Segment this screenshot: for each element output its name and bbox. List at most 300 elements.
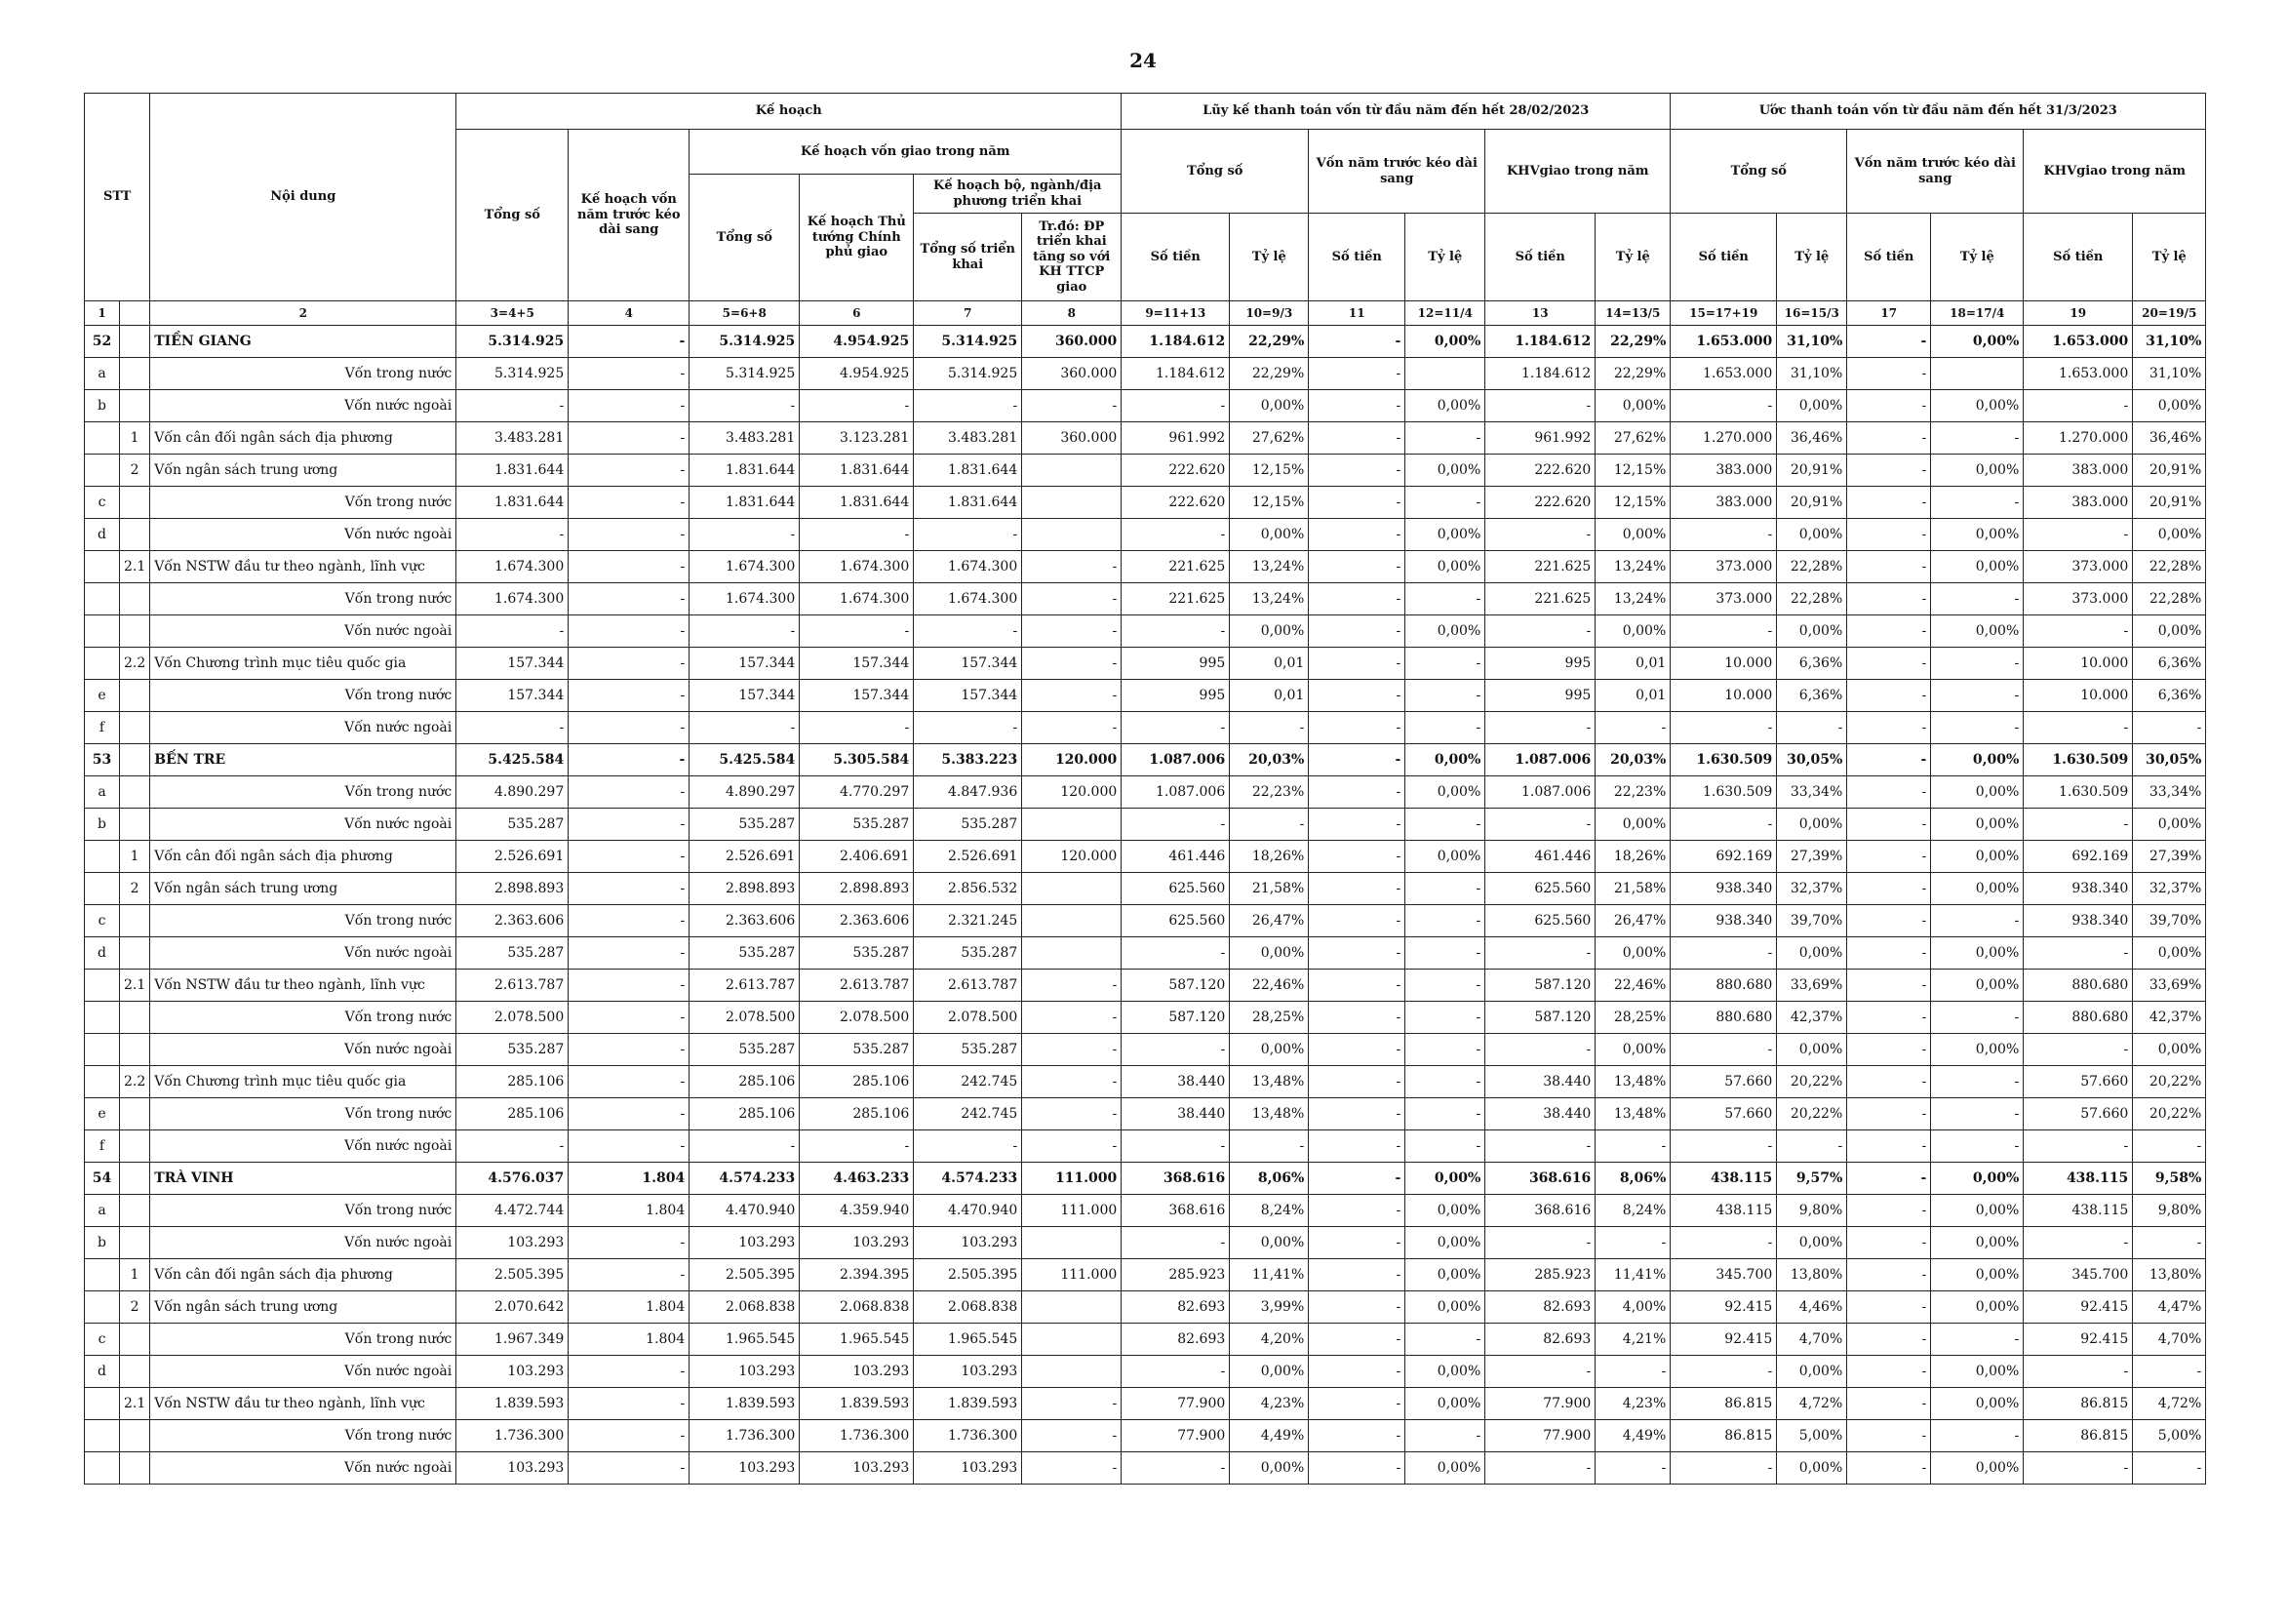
table-cell: - bbox=[1847, 615, 1931, 648]
table-cell: - bbox=[1309, 1066, 1405, 1098]
table-cell: - bbox=[1931, 422, 2024, 455]
table-cell: 9,80% bbox=[1777, 1195, 1847, 1227]
table-cell: 20,91% bbox=[1777, 487, 1847, 519]
table-cell: - bbox=[1309, 326, 1405, 358]
table-row bbox=[85, 1259, 2206, 1291]
table-cell: 383.000 bbox=[1671, 487, 1777, 519]
table-cell: - bbox=[914, 519, 1022, 551]
table-cell: - bbox=[569, 1227, 690, 1259]
table-cell: - bbox=[2024, 1034, 2133, 1066]
table-cell: 86.815 bbox=[1671, 1420, 1777, 1452]
table-cell: 2.068.838 bbox=[914, 1291, 1022, 1324]
row-label-cell: Vốn trong nước bbox=[150, 1420, 456, 1452]
table-cell: - bbox=[569, 487, 690, 519]
table-cell: 9,80% bbox=[2133, 1195, 2206, 1227]
table-cell: - bbox=[1847, 1259, 1931, 1291]
table-cell: 4.470.940 bbox=[914, 1195, 1022, 1227]
table-cell: 1.831.644 bbox=[690, 455, 800, 487]
table-cell: 0,00% bbox=[2133, 1034, 2206, 1066]
table-cell: 31,10% bbox=[2133, 358, 2206, 390]
table-cell: - bbox=[1847, 873, 1931, 905]
table-cell: - bbox=[1405, 1130, 1485, 1163]
table-cell: 1.674.300 bbox=[914, 551, 1022, 583]
table-cell: - bbox=[1596, 1227, 1671, 1259]
table-cell: 368.616 bbox=[1485, 1195, 1596, 1227]
table-cell: - bbox=[1405, 1098, 1485, 1130]
table-cell: - bbox=[1777, 712, 1847, 744]
table-row bbox=[85, 390, 2206, 422]
row-label-cell: Vốn cân đối ngân sách địa phương bbox=[150, 422, 456, 455]
table-cell: - bbox=[1405, 970, 1485, 1002]
table-cell: - bbox=[456, 615, 569, 648]
table-cell: 103.293 bbox=[456, 1356, 569, 1388]
table-cell: - bbox=[1405, 1066, 1485, 1098]
table-cell: - bbox=[1309, 809, 1405, 841]
table-cell: - bbox=[1022, 1420, 1122, 1452]
table-cell: 1.831.644 bbox=[800, 487, 914, 519]
table-cell: - bbox=[569, 422, 690, 455]
table-cell: 1.736.300 bbox=[456, 1420, 569, 1452]
table-cell: 221.625 bbox=[1122, 583, 1230, 615]
table-cell: - bbox=[569, 583, 690, 615]
table-cell: 86.815 bbox=[2024, 1420, 2133, 1452]
table-cell: - bbox=[1022, 551, 1122, 583]
table-cell: 92.415 bbox=[1671, 1324, 1777, 1356]
table-cell: 0,00% bbox=[1777, 1356, 1847, 1388]
row-label-cell: Vốn ngân sách trung ương bbox=[150, 1291, 456, 1324]
table-cell bbox=[85, 873, 120, 905]
table-cell: 36,46% bbox=[2133, 422, 2206, 455]
table-cell: - bbox=[1847, 680, 1931, 712]
table-cell bbox=[120, 1002, 150, 1034]
table-cell bbox=[120, 1034, 150, 1066]
table-cell: 1.736.300 bbox=[690, 1420, 800, 1452]
table-cell: - bbox=[1309, 1324, 1405, 1356]
table-cell: 13,24% bbox=[1230, 551, 1309, 583]
index-cell: 1 bbox=[85, 301, 120, 326]
table-cell: 28,25% bbox=[1230, 1002, 1309, 1034]
table-cell: 1.674.300 bbox=[690, 583, 800, 615]
table-cell: - bbox=[1931, 648, 2024, 680]
table-cell: 0,00% bbox=[1777, 1227, 1847, 1259]
row-label-cell: Vốn nước ngoài bbox=[150, 1034, 456, 1066]
table-row bbox=[85, 680, 2206, 712]
table-cell: 21,58% bbox=[1596, 873, 1671, 905]
table-cell: 587.120 bbox=[1485, 970, 1596, 1002]
table-cell: - bbox=[1847, 422, 1931, 455]
table-cell: 2.078.500 bbox=[914, 1002, 1022, 1034]
table-cell: - bbox=[569, 358, 690, 390]
table-cell: 1.839.593 bbox=[690, 1388, 800, 1420]
table-cell: - bbox=[1847, 583, 1931, 615]
table-cell: - bbox=[1847, 841, 1931, 873]
table-cell: 2.078.500 bbox=[690, 1002, 800, 1034]
table-cell: 10.000 bbox=[2024, 680, 2133, 712]
table-cell bbox=[120, 390, 150, 422]
index-cell: 8 bbox=[1022, 301, 1122, 326]
row-label-cell: TIỀN GIANG bbox=[150, 326, 456, 358]
table-cell: - bbox=[1671, 937, 1777, 970]
table-cell: - bbox=[1309, 390, 1405, 422]
table-cell: 157.344 bbox=[800, 680, 914, 712]
table-row bbox=[85, 905, 2206, 937]
table-cell: 2.2 bbox=[120, 1066, 150, 1098]
table-cell: - bbox=[1931, 1324, 2024, 1356]
row-label-cell: Vốn cân đối ngân sách địa phương bbox=[150, 841, 456, 873]
table-cell: - bbox=[1931, 680, 2024, 712]
table-cell: b bbox=[85, 1227, 120, 1259]
table-cell: - bbox=[2133, 1227, 2206, 1259]
table-cell: - bbox=[2024, 390, 2133, 422]
table-cell: 0,00% bbox=[1405, 776, 1485, 809]
table-cell: 938.340 bbox=[1671, 905, 1777, 937]
row-label-cell: Vốn trong nước bbox=[150, 680, 456, 712]
table-cell: 438.115 bbox=[2024, 1195, 2133, 1227]
table-cell: 1 bbox=[120, 1259, 150, 1291]
table-cell: - bbox=[1485, 1227, 1596, 1259]
table-cell: 30,05% bbox=[1777, 744, 1847, 776]
table-cell: - bbox=[569, 615, 690, 648]
table-cell: 1.674.300 bbox=[690, 551, 800, 583]
table-cell bbox=[120, 615, 150, 648]
table-cell: - bbox=[1022, 1098, 1122, 1130]
table-cell: a bbox=[85, 358, 120, 390]
table-cell: 52 bbox=[85, 326, 120, 358]
table-cell bbox=[85, 551, 120, 583]
table-cell: - bbox=[1847, 1291, 1931, 1324]
table-cell: - bbox=[1847, 1034, 1931, 1066]
table-cell: 11,41% bbox=[1230, 1259, 1309, 1291]
table-cell bbox=[120, 712, 150, 744]
table-cell: - bbox=[1022, 1452, 1122, 1485]
table-cell: 535.287 bbox=[690, 809, 800, 841]
table-cell: 22,23% bbox=[1230, 776, 1309, 809]
table-cell: 0,00% bbox=[1596, 937, 1671, 970]
index-cell: 16=15/3 bbox=[1777, 301, 1847, 326]
table-cell: 1.184.612 bbox=[1485, 358, 1596, 390]
table-cell: 285.923 bbox=[1485, 1259, 1596, 1291]
table-cell: - bbox=[1847, 1098, 1931, 1130]
table-cell: 880.680 bbox=[2024, 1002, 2133, 1034]
table-cell: 535.287 bbox=[456, 809, 569, 841]
table-cell: 285.106 bbox=[690, 1098, 800, 1130]
table-cell: - bbox=[1022, 583, 1122, 615]
header-tong-so-trien-khai: Tổng số triển khai bbox=[914, 214, 1022, 301]
table-cell: - bbox=[2133, 1356, 2206, 1388]
table-cell: 0,00% bbox=[1405, 1163, 1485, 1195]
table-cell: - bbox=[1847, 455, 1931, 487]
table-cell: 0,00% bbox=[1230, 615, 1309, 648]
table-cell: - bbox=[914, 1130, 1022, 1163]
table-cell: 4.770.297 bbox=[800, 776, 914, 809]
table-cell: 4,72% bbox=[2133, 1388, 2206, 1420]
table-cell: 587.120 bbox=[1485, 1002, 1596, 1034]
table-cell: - bbox=[1931, 487, 2024, 519]
table-cell: 157.344 bbox=[456, 648, 569, 680]
table-cell: 0,00% bbox=[1931, 615, 2024, 648]
row-label-cell: Vốn NSTW đầu tư theo ngành, lĩnh vực bbox=[150, 970, 456, 1002]
table-cell: f bbox=[85, 1130, 120, 1163]
table-cell: 1.630.509 bbox=[2024, 744, 2133, 776]
table-cell: 57.660 bbox=[2024, 1098, 2133, 1130]
page-number: 24 bbox=[1129, 49, 1157, 72]
table-cell: 103.293 bbox=[690, 1452, 800, 1485]
table-cell: 0,00% bbox=[1405, 744, 1485, 776]
table-cell: - bbox=[1022, 680, 1122, 712]
table-cell: 587.120 bbox=[1122, 1002, 1230, 1034]
index-cell: 10=9/3 bbox=[1230, 301, 1309, 326]
table-cell: 0,00% bbox=[1931, 551, 2024, 583]
row-label-cell: Vốn nước ngoài bbox=[150, 1452, 456, 1485]
table-cell: 0,01 bbox=[1230, 680, 1309, 712]
table-cell bbox=[85, 970, 120, 1002]
table-cell: 1.831.644 bbox=[800, 455, 914, 487]
table-cell: 1.087.006 bbox=[1485, 744, 1596, 776]
table-cell: - bbox=[2024, 1227, 2133, 1259]
table-cell: 938.340 bbox=[2024, 905, 2133, 937]
index-cell: 5=6+8 bbox=[690, 301, 800, 326]
table-cell: 6,36% bbox=[1777, 680, 1847, 712]
table-cell: - bbox=[1596, 1356, 1671, 1388]
table-cell: 0,00% bbox=[2133, 615, 2206, 648]
table-cell: 13,48% bbox=[1596, 1098, 1671, 1130]
table-cell: 1.087.006 bbox=[1485, 776, 1596, 809]
table-cell: 1.674.300 bbox=[456, 583, 569, 615]
table-cell: 0,00% bbox=[1230, 390, 1309, 422]
table-cell: - bbox=[1671, 712, 1777, 744]
table-cell: - bbox=[1022, 1066, 1122, 1098]
table-cell: 2.526.691 bbox=[690, 841, 800, 873]
table-cell: 535.287 bbox=[690, 1034, 800, 1066]
table-cell: 1.184.612 bbox=[1485, 326, 1596, 358]
table-cell: 33,34% bbox=[1777, 776, 1847, 809]
table-cell: 0,00% bbox=[1777, 519, 1847, 551]
table-cell: 1.736.300 bbox=[914, 1420, 1022, 1452]
table-cell: 625.560 bbox=[1485, 905, 1596, 937]
table-cell: - bbox=[1309, 1388, 1405, 1420]
table-cell: - bbox=[456, 390, 569, 422]
table-row bbox=[85, 326, 2206, 358]
table-cell: 103.293 bbox=[914, 1227, 1022, 1259]
table-cell: - bbox=[1847, 519, 1931, 551]
table-cell: 373.000 bbox=[1671, 583, 1777, 615]
table-cell: - bbox=[1022, 1388, 1122, 1420]
table-cell: 20,22% bbox=[1777, 1098, 1847, 1130]
table-cell: 39,70% bbox=[1777, 905, 1847, 937]
table-cell: 77.900 bbox=[1485, 1388, 1596, 1420]
table-cell: 22,29% bbox=[1596, 326, 1671, 358]
table-cell: 0,01 bbox=[1230, 648, 1309, 680]
table-cell bbox=[120, 326, 150, 358]
row-label-cell: Vốn NSTW đầu tư theo ngành, lĩnh vực bbox=[150, 1388, 456, 1420]
table-cell: 1.653.000 bbox=[1671, 326, 1777, 358]
table-cell: 20,91% bbox=[2133, 455, 2206, 487]
table-cell bbox=[120, 583, 150, 615]
table-cell: - bbox=[800, 615, 914, 648]
table-cell: 4,49% bbox=[1230, 1420, 1309, 1452]
table-cell: 0,00% bbox=[1405, 615, 1485, 648]
table-cell: - bbox=[1122, 1227, 1230, 1259]
table-cell: b bbox=[85, 809, 120, 841]
table-cell: d bbox=[85, 937, 120, 970]
table-cell: - bbox=[2024, 712, 2133, 744]
table-cell: e bbox=[85, 680, 120, 712]
table-cell: - bbox=[1847, 937, 1931, 970]
table-cell: 285.106 bbox=[800, 1098, 914, 1130]
table-cell: 2.526.691 bbox=[456, 841, 569, 873]
table-cell: - bbox=[1777, 1130, 1847, 1163]
table-row bbox=[85, 1420, 2206, 1452]
header-so-tien: Số tiền bbox=[1309, 214, 1405, 301]
table-cell: 242.745 bbox=[914, 1066, 1022, 1098]
table-cell: - bbox=[1122, 615, 1230, 648]
table-cell: - bbox=[1671, 1034, 1777, 1066]
table-cell bbox=[1022, 1324, 1122, 1356]
table-cell: 13,24% bbox=[1596, 583, 1671, 615]
table-cell bbox=[85, 1066, 120, 1098]
table-cell: 1.674.300 bbox=[800, 583, 914, 615]
table-cell: 461.446 bbox=[1122, 841, 1230, 873]
table-cell: - bbox=[569, 1130, 690, 1163]
table-cell: 1.087.006 bbox=[1122, 776, 1230, 809]
table-cell bbox=[1931, 358, 2024, 390]
table-cell: 995 bbox=[1122, 648, 1230, 680]
table-row bbox=[85, 1195, 2206, 1227]
table-cell: - bbox=[1931, 1420, 2024, 1452]
table-cell: 587.120 bbox=[1122, 970, 1230, 1002]
header-kh-tong-so: Tổng số bbox=[456, 130, 569, 301]
table-cell: - bbox=[1309, 776, 1405, 809]
header-ut-tong-so: Tổng số bbox=[1671, 130, 1847, 214]
header-tr-do: Tr.đó: ĐP triển khai tăng so với KH TTCP giao bbox=[1022, 214, 1122, 301]
row-label-cell: Vốn NSTW đầu tư theo ngành, lĩnh vực bbox=[150, 551, 456, 583]
table-cell: 13,24% bbox=[1230, 583, 1309, 615]
table-cell: 103.293 bbox=[456, 1227, 569, 1259]
table-cell: 1.831.644 bbox=[914, 487, 1022, 519]
table-cell: - bbox=[1309, 583, 1405, 615]
table-cell: - bbox=[1485, 937, 1596, 970]
table-cell: - bbox=[569, 712, 690, 744]
table-cell: - bbox=[1405, 937, 1485, 970]
table-cell: 4.847.936 bbox=[914, 776, 1022, 809]
table-cell: 31,10% bbox=[2133, 326, 2206, 358]
table-cell: 0,00% bbox=[1931, 519, 2024, 551]
header-ty-le: Tỷ lệ bbox=[2133, 214, 2206, 301]
table-cell: 12,15% bbox=[1230, 455, 1309, 487]
table-cell: - bbox=[1230, 1130, 1309, 1163]
table-cell: 3,99% bbox=[1230, 1291, 1309, 1324]
table-cell: 0,00% bbox=[1931, 970, 2024, 1002]
table-cell: - bbox=[569, 1066, 690, 1098]
table-cell: - bbox=[2133, 1130, 2206, 1163]
table-cell: 2 bbox=[120, 873, 150, 905]
table-cell: 1.184.612 bbox=[1122, 326, 1230, 358]
table-cell: 4,21% bbox=[1596, 1324, 1671, 1356]
table-cell: - bbox=[1485, 1452, 1596, 1485]
row-label-cell: Vốn trong nước bbox=[150, 358, 456, 390]
table-cell: 20,22% bbox=[2133, 1098, 2206, 1130]
table-cell: 0,00% bbox=[1931, 1195, 2024, 1227]
row-label-cell: Vốn trong nước bbox=[150, 583, 456, 615]
table-cell: 1.804 bbox=[569, 1195, 690, 1227]
table-cell: 2.613.787 bbox=[914, 970, 1022, 1002]
table-cell: - bbox=[569, 680, 690, 712]
table-row bbox=[85, 487, 2206, 519]
table-cell: 373.000 bbox=[2024, 583, 2133, 615]
table-cell bbox=[120, 937, 150, 970]
table-cell: - bbox=[1309, 615, 1405, 648]
table-cell: 2.505.395 bbox=[690, 1259, 800, 1291]
table-cell: 86.815 bbox=[2024, 1388, 2133, 1420]
table-cell bbox=[85, 1002, 120, 1034]
table-cell: - bbox=[1309, 1163, 1405, 1195]
table-cell: - bbox=[569, 841, 690, 873]
table-cell: 5.305.584 bbox=[800, 744, 914, 776]
table-cell bbox=[1022, 809, 1122, 841]
table-cell: 5.425.584 bbox=[456, 744, 569, 776]
table-cell: 285.106 bbox=[800, 1066, 914, 1098]
table-cell: 0,00% bbox=[2133, 937, 2206, 970]
table-cell: 0,00% bbox=[1596, 1034, 1671, 1066]
table-cell: - bbox=[1309, 1356, 1405, 1388]
table-cell bbox=[85, 1452, 120, 1485]
table-cell: 13,80% bbox=[1777, 1259, 1847, 1291]
index-cell: 6 bbox=[800, 301, 914, 326]
table-cell: - bbox=[1022, 1002, 1122, 1034]
table-cell: - bbox=[569, 326, 690, 358]
table-cell: 5.314.925 bbox=[690, 358, 800, 390]
table-cell: - bbox=[1485, 1034, 1596, 1066]
table-cell: 625.560 bbox=[1485, 873, 1596, 905]
table-cell: 103.293 bbox=[914, 1356, 1022, 1388]
table-cell: - bbox=[569, 1356, 690, 1388]
table-cell: 0,00% bbox=[1405, 326, 1485, 358]
table-cell: 20,03% bbox=[1596, 744, 1671, 776]
table-cell: b bbox=[85, 390, 120, 422]
table-cell: - bbox=[1309, 712, 1405, 744]
table-cell: 30,05% bbox=[2133, 744, 2206, 776]
table-cell bbox=[120, 1195, 150, 1227]
table-cell: - bbox=[1931, 1066, 2024, 1098]
table-cell: 2.1 bbox=[120, 1388, 150, 1420]
table-cell: - bbox=[1309, 1195, 1405, 1227]
table-cell bbox=[120, 1356, 150, 1388]
header-so-tien: Số tiền bbox=[1847, 214, 1931, 301]
table-cell: 221.625 bbox=[1485, 583, 1596, 615]
table-cell: - bbox=[1122, 1130, 1230, 1163]
row-label-cell: Vốn trong nước bbox=[150, 905, 456, 937]
header-kh-von-giao: Kế hoạch vốn giao trong năm bbox=[690, 130, 1122, 175]
table-cell: 938.340 bbox=[2024, 873, 2133, 905]
table-cell: 1.087.006 bbox=[1122, 744, 1230, 776]
table-cell: - bbox=[1485, 615, 1596, 648]
table-cell: - bbox=[1022, 648, 1122, 680]
table-cell: - bbox=[1847, 1356, 1931, 1388]
table-cell: 18,26% bbox=[1230, 841, 1309, 873]
table-cell: 11,41% bbox=[1596, 1259, 1671, 1291]
table-cell: 10.000 bbox=[2024, 648, 2133, 680]
table-cell: - bbox=[1122, 712, 1230, 744]
table-cell: 1.270.000 bbox=[2024, 422, 2133, 455]
table-cell: - bbox=[1671, 1452, 1777, 1485]
table-cell: 535.287 bbox=[914, 937, 1022, 970]
table-cell: 82.693 bbox=[1122, 1324, 1230, 1356]
table-cell: - bbox=[1847, 1130, 1931, 1163]
header-ut-khv-giao: KHVgiao trong năm bbox=[2024, 130, 2206, 214]
row-label-cell: Vốn trong nước bbox=[150, 487, 456, 519]
table-cell: 42,37% bbox=[2133, 1002, 2206, 1034]
budget-disbursement-table bbox=[84, 93, 2206, 1485]
